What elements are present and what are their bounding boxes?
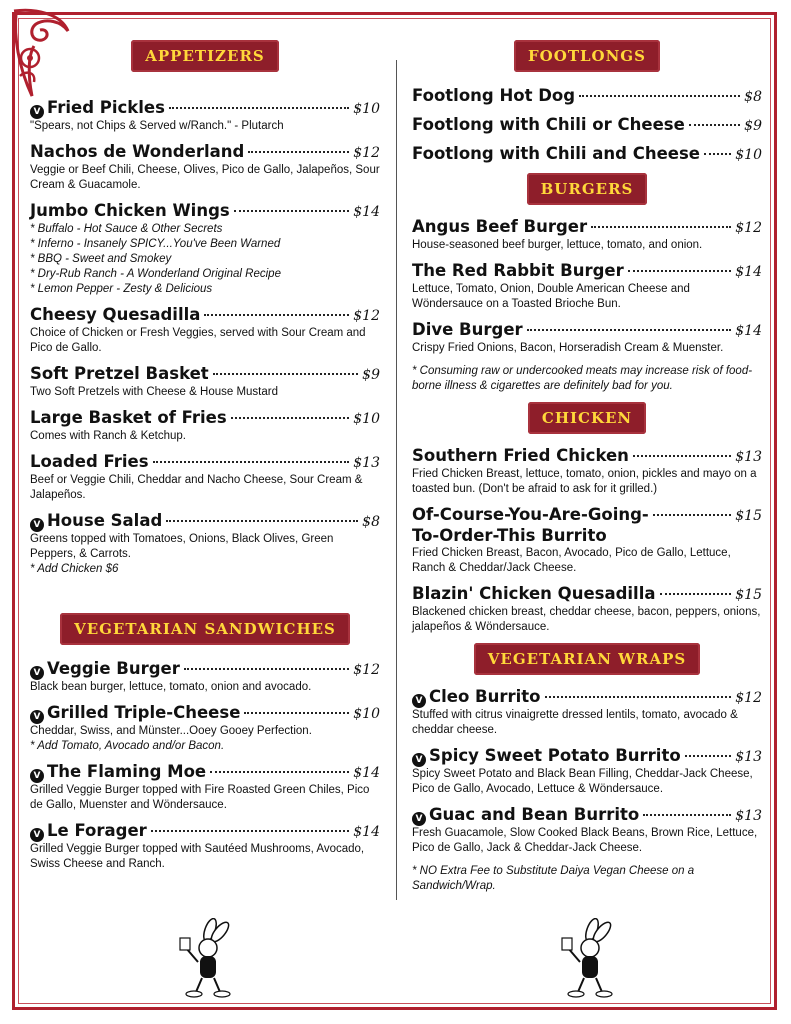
vegetarian-icon: V xyxy=(30,105,44,119)
item-name: The Red Rabbit Burger xyxy=(412,261,624,280)
item-name: Angus Beef Burger xyxy=(412,217,588,236)
item-name: House Salad xyxy=(47,511,163,530)
section-banner-footlongs: FOOTLONGS xyxy=(514,40,660,72)
item-price: $9 xyxy=(362,367,380,383)
item-option: * BBQ - Sweet and Smokey xyxy=(30,253,172,265)
item-name: Spicy Sweet Potato Burrito xyxy=(429,746,681,765)
rabbit-mascot-icon xyxy=(170,918,242,998)
item-price: $8 xyxy=(362,514,380,530)
item-price: $12 xyxy=(735,220,762,236)
menu-item xyxy=(412,805,762,856)
menu-item xyxy=(412,746,762,797)
menu-item xyxy=(30,201,380,297)
menu-item xyxy=(30,762,380,813)
item-name: Footlong with Chili or Cheese xyxy=(412,115,685,134)
menu-item xyxy=(30,408,380,444)
vegetarian-icon: V xyxy=(30,710,44,724)
item-name: Le Forager xyxy=(47,821,147,840)
menu-item xyxy=(30,142,380,193)
item-description: Choice of Chicken or Fresh Veggies, served with Sour Cream and Pico de Gallo. xyxy=(30,327,366,354)
item-name: Blazin' Chicken Quesadilla xyxy=(412,584,656,603)
item-name: Grilled Triple-Cheese xyxy=(47,703,241,722)
item-name: Footlong Hot Dog xyxy=(412,86,576,105)
section-banner-vegetarian-wraps: VEGETARIAN WRAPS xyxy=(474,643,700,675)
item-name: Veggie Burger xyxy=(47,659,180,678)
item-description: Blackened chicken breast, cheddar cheese, bacon, peppers, onions, jalapeños & Wöndersauce. xyxy=(412,606,761,633)
item-description: Stuffed with citrus vinaigrette dressed lentils, tomato, avocado & cheddar cheese. xyxy=(412,709,738,736)
item-name: The Flaming Moe xyxy=(47,762,207,781)
item-description: House-seasoned beef burger, lettuce, tomato, and onion. xyxy=(412,239,703,251)
item-name: Footlong with Chili and Cheese xyxy=(412,144,700,163)
item-name: Soft Pretzel Basket xyxy=(30,364,209,383)
item-name: Fried Pickles xyxy=(47,98,165,117)
item-description: Lettuce, Tomato, Onion, Double American Cheese and Wöndersauce on a Toasted Brioche Bun. xyxy=(412,283,690,310)
item-description: Greens topped with Tomatoes, Onions, Black Olives, Green Peppers, & Carrots. xyxy=(30,533,334,560)
item-price: $13 xyxy=(735,808,762,824)
item-option: * Buffalo - Hot Sauce & Other Secrets xyxy=(30,223,223,235)
item-price: $15 xyxy=(735,587,762,603)
item-description: Grilled Veggie Burger topped with Fire Roasted Green Chiles, Pico de Gallo, Muenster and Wöndersauce. xyxy=(30,784,370,811)
item-name: Of-Course-You-Are-Going- xyxy=(412,505,649,524)
item-description: Cheddar, Swiss, and Münster...Ooey Gooey Perfection. xyxy=(30,725,312,737)
item-description: "Spears, not Chips & Served w/Ranch." - Plutarch xyxy=(30,120,284,132)
right-column xyxy=(412,40,762,902)
menu-item xyxy=(412,687,762,738)
vegetarian-icon: V xyxy=(412,812,426,826)
menu-item xyxy=(30,659,380,695)
vegetarian-icon: V xyxy=(30,828,44,842)
menu-item xyxy=(412,584,762,635)
rabbit-mascot-icon xyxy=(552,918,624,998)
item-option: * Dry-Rub Ranch - A Wonderland Original Recipe xyxy=(30,268,281,280)
item-description: Crispy Fried Onions, Bacon, Horseradish Cream & Muenster. xyxy=(412,342,724,354)
item-price: $14 xyxy=(353,824,380,840)
section-banner-burgers: BURGERS xyxy=(527,173,648,205)
item-addon: * Add Chicken $6 xyxy=(30,563,119,575)
vegetarian-icon: V xyxy=(412,694,426,708)
item-name: Loaded Fries xyxy=(30,452,149,471)
item-price: $14 xyxy=(735,323,762,339)
menu-item xyxy=(412,261,762,312)
item-description: Grilled Veggie Burger topped with Sautéed Mushrooms, Avocado, Swiss Cheese and Ranch. xyxy=(30,843,365,870)
menu-item xyxy=(30,452,380,503)
item-name-continued: To-Order-This Burrito xyxy=(412,526,607,545)
item-description: Two Soft Pretzels with Cheese & House Mustard xyxy=(30,386,278,398)
left-column xyxy=(30,40,380,880)
item-name: Jumbo Chicken Wings xyxy=(30,201,230,220)
item-price: $10 xyxy=(735,147,762,163)
menu-item xyxy=(30,511,380,577)
item-price: $8 xyxy=(744,89,762,105)
item-price: $10 xyxy=(353,101,380,117)
item-name: Southern Fried Chicken xyxy=(412,446,629,465)
item-description: Beef or Veggie Chili, Cheddar and Nacho Cheese, Sour Cream & Jalapeños. xyxy=(30,474,363,501)
menu-item xyxy=(412,217,762,253)
menu-item xyxy=(412,446,762,497)
item-name: Large Basket of Fries xyxy=(30,408,227,427)
item-name: Dive Burger xyxy=(412,320,523,339)
menu-item xyxy=(30,364,380,400)
vegetarian-icon: V xyxy=(412,753,426,767)
menu-item xyxy=(30,305,380,356)
item-option: * Inferno - Insanely SPICY...You've Been Warned xyxy=(30,238,281,250)
vegetarian-icon: V xyxy=(30,769,44,783)
menu-item xyxy=(30,98,380,134)
vegetarian-icon: V xyxy=(30,666,44,680)
item-price: $12 xyxy=(735,690,762,706)
column-divider xyxy=(396,60,397,900)
vegan-cheese-note: * NO Extra Fee to Substitute Daiya Vegan Cheese on a Sandwich/Wrap. xyxy=(412,865,695,892)
item-price: $9 xyxy=(744,118,762,134)
section-banner-chicken: CHICKEN xyxy=(528,402,646,434)
section-banner-vegetarian-sandwiches: VEGETARIAN SANDWICHES xyxy=(60,613,350,645)
menu-item xyxy=(412,320,762,356)
item-price: $14 xyxy=(353,204,380,220)
item-description: Black bean burger, lettuce, tomato, onion and avocado. xyxy=(30,681,312,693)
item-name: Nachos de Wonderland xyxy=(30,142,245,161)
menu-item xyxy=(30,703,380,754)
item-description: Fried Chicken Breast, Bacon, Avocado, Pico de Gallo, Lettuce, Ranch & Cheddar/Jack Cheese. xyxy=(412,547,731,574)
item-option: * Lemon Pepper - Zesty & Delicious xyxy=(30,283,213,295)
vegetarian-icon: V xyxy=(30,518,44,532)
item-description: Veggie or Beef Chili, Cheese, Olives, Pico de Gallo, Jalapeños, Sour Cream & Guacamole. xyxy=(30,164,380,191)
item-price: $14 xyxy=(735,264,762,280)
item-price: $13 xyxy=(353,455,380,471)
item-price: $10 xyxy=(353,706,380,722)
item-price: $13 xyxy=(735,749,762,765)
raw-meat-disclaimer: * Consuming raw or undercooked meats may increase risk of food-borne illness & cigarettes are definitely bad for you. xyxy=(412,365,753,392)
menu-item xyxy=(412,86,762,107)
item-addon: * Add Tomato, Avocado and/or Bacon. xyxy=(30,740,225,752)
item-name: Guac and Bean Burrito xyxy=(429,805,640,824)
item-name: Cleo Burrito xyxy=(429,687,541,706)
menu-item xyxy=(30,821,380,872)
item-description: Fresh Guacamole, Slow Cooked Black Beans, Brown Rice, Lettuce, Pico de Gallo, Jack & Cheddar-Jack Cheese. xyxy=(412,827,758,854)
item-description: Fried Chicken Breast, lettuce, tomato, onion, pickles and mayo on a toasted bun. (Don't be afraid to ask for it grilled.) xyxy=(412,468,757,495)
menu-item xyxy=(412,505,762,576)
item-name: Cheesy Quesadilla xyxy=(30,305,201,324)
item-description: Spicy Sweet Potato and Black Bean Filling, Cheddar-Jack Cheese, Pico de Gallo, Avocado, Lettuce & Wöndersauce. xyxy=(412,768,753,795)
item-price: $13 xyxy=(735,449,762,465)
menu-item xyxy=(412,144,762,165)
item-price: $12 xyxy=(353,308,380,324)
item-description: Comes with Ranch & Ketchup. xyxy=(30,430,186,442)
item-price: $14 xyxy=(353,765,380,781)
item-price: $15 xyxy=(735,508,762,524)
item-price: $12 xyxy=(353,145,380,161)
menu-item xyxy=(412,115,762,136)
item-price: $12 xyxy=(353,662,380,678)
item-price: $10 xyxy=(353,411,380,427)
section-banner-appetizers: APPETIZERS xyxy=(131,40,279,72)
